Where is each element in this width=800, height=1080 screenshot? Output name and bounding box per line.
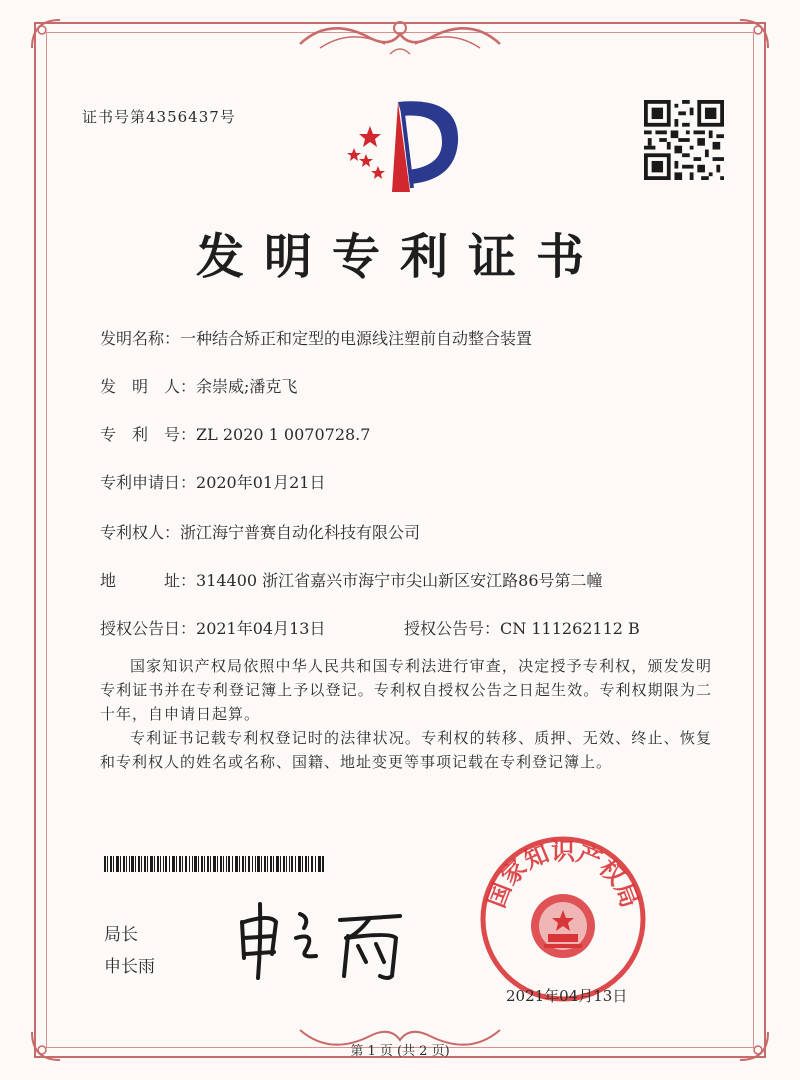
grant-date-row: [100, 616, 325, 639]
patentee-label: 专利权人：: [100, 523, 181, 542]
patent-number-value: ZL 2020 1 0070728.7: [196, 425, 371, 444]
patent-number-row: [100, 422, 370, 445]
director-name: 申长雨: [104, 957, 155, 977]
corner-ornament-top-right: [734, 14, 774, 54]
invention-name-value: 一种结合矫正和定型的电源线注塑前自动整合装置: [180, 329, 533, 348]
address-value: 314400 浙江省嘉兴市海宁市尖山新区安江路86号第二幢: [196, 571, 603, 590]
inventor-value: 余崇威;潘克飞: [196, 377, 298, 396]
address-label: 地 址：: [100, 571, 197, 590]
page-footer: 第 1 页 (共 2 页): [350, 1044, 450, 1059]
qr-code-icon[interactable]: [644, 100, 724, 180]
director-title: 局长: [104, 925, 138, 945]
certificate-number: 证书号第4356437号: [82, 108, 236, 126]
seal-text: 国家知识产权局: [482, 837, 644, 912]
handwritten-signature: [230, 892, 430, 982]
page-title: 发明专利证书: [195, 229, 604, 285]
top-ornament: [290, 14, 510, 62]
grant-number-value: CN 111262112 B: [500, 619, 640, 638]
grant-date-value: 2021年04月13日: [196, 619, 326, 638]
grant-number-label: 授权公告号：: [404, 619, 501, 638]
invention-name-label: 发明名称：: [100, 329, 181, 348]
filing-date-label: 专利申请日：: [100, 473, 197, 492]
cnipa-logo-icon: [340, 96, 470, 196]
barcode-icon: [104, 856, 324, 872]
patentee-value: 浙江海宁普赛自动化科技有限公司: [180, 523, 421, 542]
inventor-row: [100, 374, 297, 397]
grant-date-label: 授权公告日：: [100, 619, 197, 638]
inventor-label: 发 明 人：: [100, 377, 197, 396]
grant-number-row: [404, 616, 640, 639]
filing-date-row: [100, 470, 325, 493]
body-paragraph-1: 国家知识产权局依照中华人民共和国专利法进行审查，决定授予专利权，颁发发明专利证书并在专利登记簿上予以登记。专利权自授权公告之日起生效。专利权期限为二十年，自申请日起算。: [100, 657, 712, 723]
invention-name-row: [100, 326, 532, 349]
patent-number-label: 专 利 号：: [100, 425, 197, 444]
address-row: [100, 568, 603, 591]
corner-ornament-top-left: [26, 14, 66, 54]
filing-date-value: 2020年01月21日: [196, 473, 326, 492]
body-paragraph-2: 专利证书记载专利权登记时的法律状况。专利权的转移、质押、无效、终止、恢复和专利权人的姓名或名称、国籍、地址变更等事项记载在专利登记簿上。: [100, 729, 712, 771]
patentee-row: [100, 520, 420, 543]
official-seal-icon: [478, 834, 648, 1004]
seal-date: 2021年04月13日: [506, 987, 628, 1005]
